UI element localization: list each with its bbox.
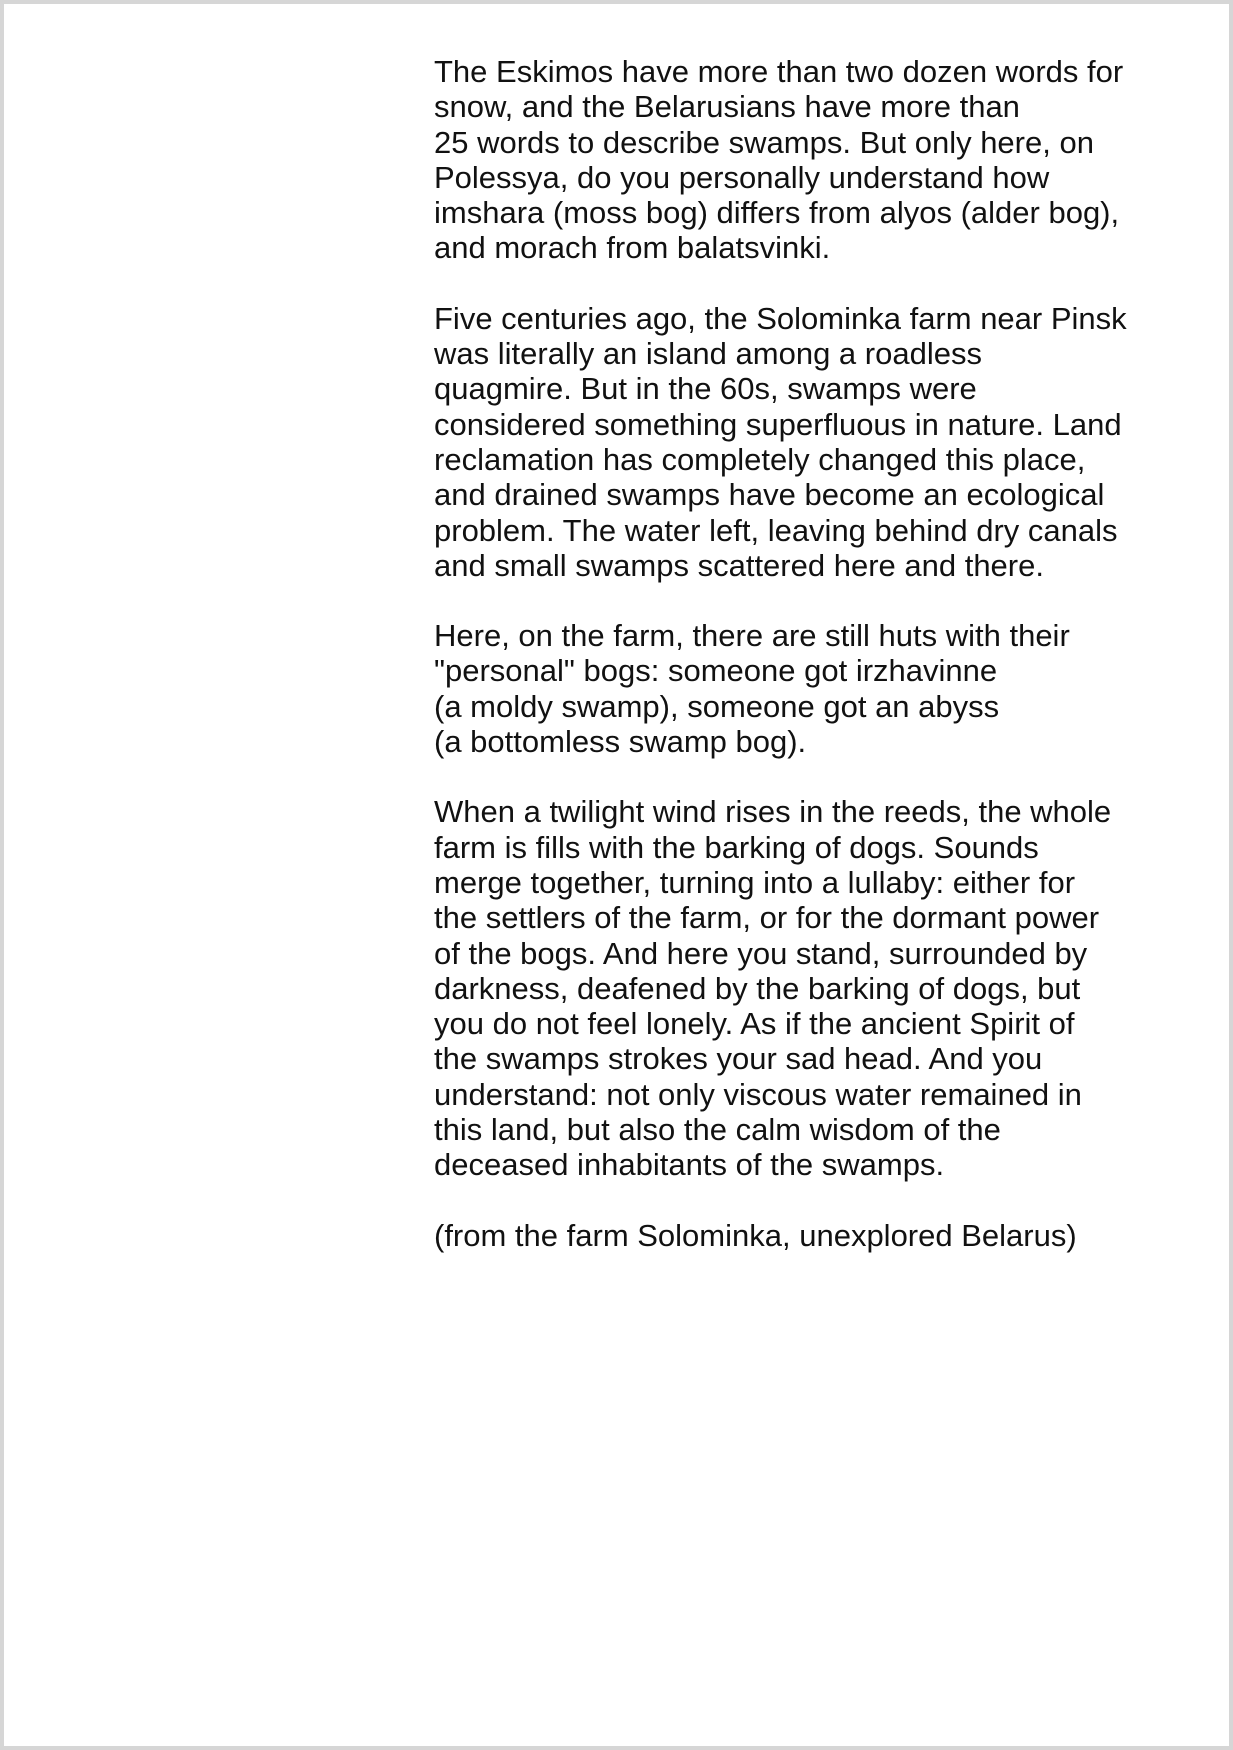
text-line: (from the farm Solominka, unexplored Belarus) bbox=[434, 1217, 1077, 1253]
text-line: you do not feel lonely. As if the ancient Spirit of bbox=[434, 1006, 1075, 1042]
paragraph-personal-bogs bbox=[434, 618, 1194, 759]
text-line: snow, and the Belarusians have more than bbox=[434, 89, 1020, 125]
text-line: and morach from balatsvinki. bbox=[434, 230, 831, 266]
text-line: and drained swamps have become an ecological bbox=[434, 477, 1105, 513]
text-line: understand: not only viscous water remained in bbox=[434, 1076, 1082, 1112]
text-line: merge together, turning into a lullaby: either for bbox=[434, 864, 1076, 900]
text-line: this land, but also the calm wisdom of the bbox=[434, 1112, 1001, 1148]
text-line: quagmire. But in the 60s, swamps were bbox=[434, 371, 977, 407]
paragraph-twilight-wind bbox=[434, 794, 1194, 1182]
source-attribution bbox=[434, 1218, 1194, 1253]
text-line: of the bogs. And here you stand, surrounded by bbox=[434, 935, 1088, 971]
text-line: When a twilight wind rises in the reeds, the whole bbox=[434, 794, 1112, 830]
text-line: reclamation has completely changed this place, bbox=[434, 441, 1086, 477]
text-line: imshara (moss bog) differs from alyos (alder bog), bbox=[434, 195, 1120, 231]
text-line: and small swamps scattered here and there. bbox=[434, 547, 1044, 583]
text-line: 25 words to describe swamps. But only here, on bbox=[434, 124, 1094, 160]
text-line: problem. The water left, leaving behind dry canals bbox=[434, 512, 1118, 548]
text-line: the settlers of the farm, or for the dormant power bbox=[434, 900, 1100, 936]
text-line: (a moldy swamp), someone got an abyss bbox=[434, 688, 1000, 724]
text-line: was literally an island among a roadless bbox=[434, 336, 982, 372]
paragraph-eskimos-snow bbox=[434, 54, 1194, 266]
text-line: "personal" bogs: someone got irzhavinne bbox=[434, 653, 998, 689]
text-line: darkness, deafened by the barking of dogs, but bbox=[434, 970, 1081, 1006]
text-line: farm is fills with the barking of dogs. Sounds bbox=[434, 829, 1039, 865]
text-line: considered something superfluous in nature. Land bbox=[434, 406, 1122, 442]
text-line: Here, on the farm, there are still huts with their bbox=[434, 618, 1070, 654]
text-line: (a bottomless swamp bog). bbox=[434, 724, 807, 760]
text-line: The Eskimos have more than two dozen words for bbox=[434, 54, 1124, 89]
text-column bbox=[434, 54, 1194, 1288]
text-line: Five centuries ago, the Solominka farm near Pinsk bbox=[434, 300, 1127, 336]
text-line: deceased inhabitants of the swamps. bbox=[434, 1147, 945, 1183]
paragraph-solominka-history bbox=[434, 301, 1194, 583]
text-line: Polessya, do you personally understand how bbox=[434, 159, 1050, 195]
text-line: the swamps strokes your sad head. And you bbox=[434, 1041, 1043, 1077]
